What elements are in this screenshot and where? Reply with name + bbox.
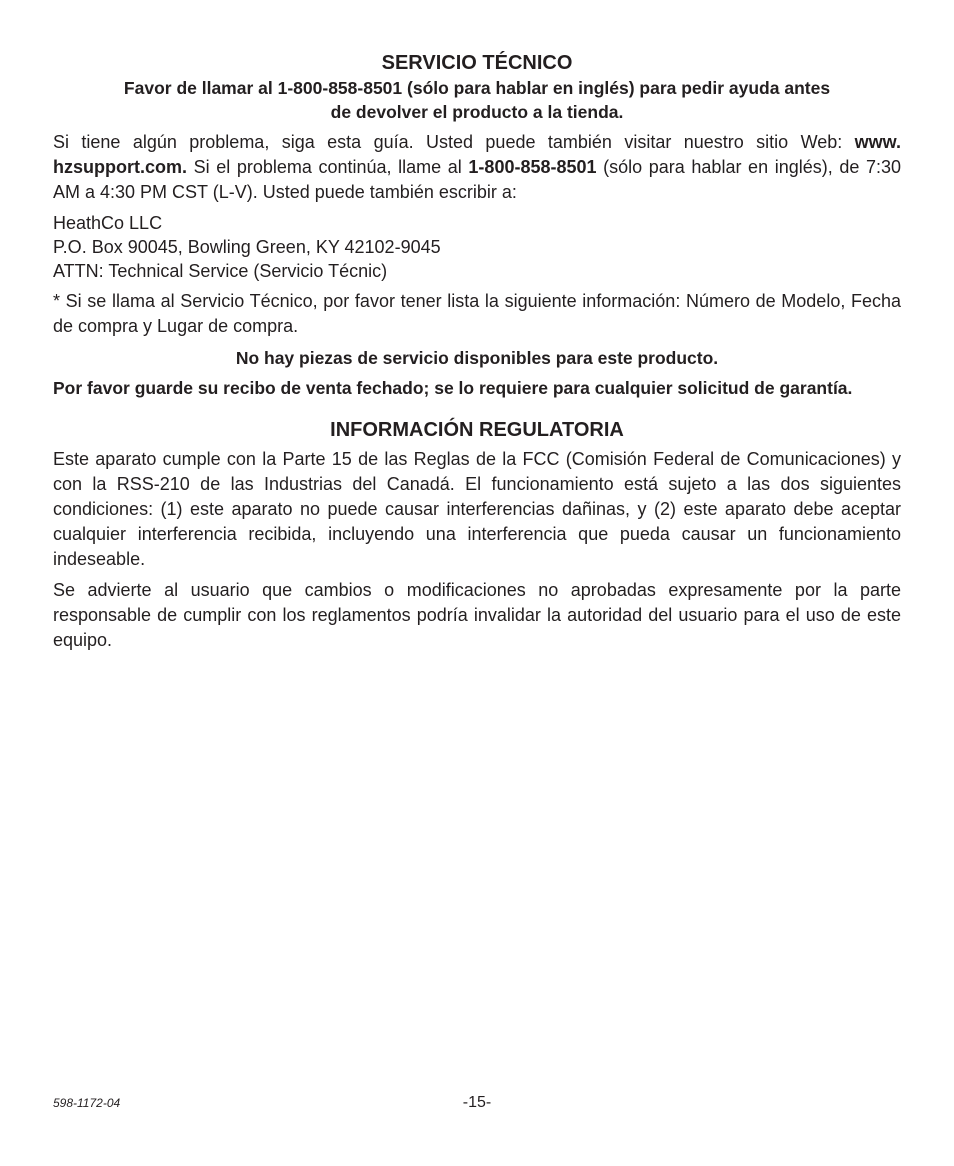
receipt-notice: Por favor guarde su recibo de venta fechado; se lo requiere para cualquier solicitud de garantía. (53, 378, 853, 398)
intro-text-b: Si el problema continúa, llame al (187, 157, 469, 177)
phone-number: 1-800-858-8501 (468, 157, 597, 177)
address-line1: HeathCo LLC (53, 213, 163, 233)
regulatory-paragraph-1: Este aparato cumple con la Parte 15 de las Reglas de la FCC (Comisión Federal de Comunicaciones) y con la RSS-210 de las Industrias del Canadá. El funcionamiento está sujeto a las dos siguientes condiciones: (1) este aparato no puede causar interferencias dañinas, y (2) este aparato debe aceptar cualquier interferencia recibida, incluyendo una interferencia que pueda causar un funcionamiento indeseable. (53, 449, 901, 569)
info-note: * Si se llama al Servicio Técnico, por favor tener lista la siguiente información: Número de Modelo, Fecha de compra y Lugar de compra. (53, 291, 901, 336)
regulatory-heading: INFORMACIÓN REGULATORIA (330, 419, 624, 441)
call-notice-line1: Favor de llamar al 1-800-858-8501 (sólo para hablar en inglés) para pedir ayuda antes (123, 78, 831, 98)
call-notice (53, 76, 901, 124)
regulatory-paragraph-2: Se advierte al usuario que cambios o modificaciones no aprobadas expresamente por la parte responsable de cumplir con los reglamentos podría invalidar la autoridad del usuario para el uso de este equipo. (53, 580, 901, 650)
intro-text-a: Si tiene algún problema, siga esta guía. Usted puede también visitar nuestro sitio Web: (53, 132, 855, 152)
address-line3: ATTN: Technical Service (Servicio Técnic) (53, 261, 388, 281)
call-notice-line2: de devolver el producto a la tienda. (330, 102, 624, 122)
document-page (53, 50, 901, 653)
intro-text-c: (sólo para hablar en inglés), de 7:30 AM a 4:30 PM CST (L-V). Usted puede también escribir a: (53, 157, 901, 202)
document-code: 598-1172-04 (53, 1096, 121, 1110)
address-line2: P.O. Box 90045, Bowling Green, KY 42102-9045 (53, 237, 441, 257)
website-link[interactable]: www. hzsupport.com. (53, 132, 901, 177)
service-intro (53, 130, 901, 205)
service-heading: SERVICIO TÉCNICO (381, 52, 573, 74)
no-parts-notice: No hay piezas de servicio disponibles para este producto. (235, 348, 719, 368)
page-number: -15- (462, 1094, 492, 1111)
mailing-address (53, 211, 901, 283)
